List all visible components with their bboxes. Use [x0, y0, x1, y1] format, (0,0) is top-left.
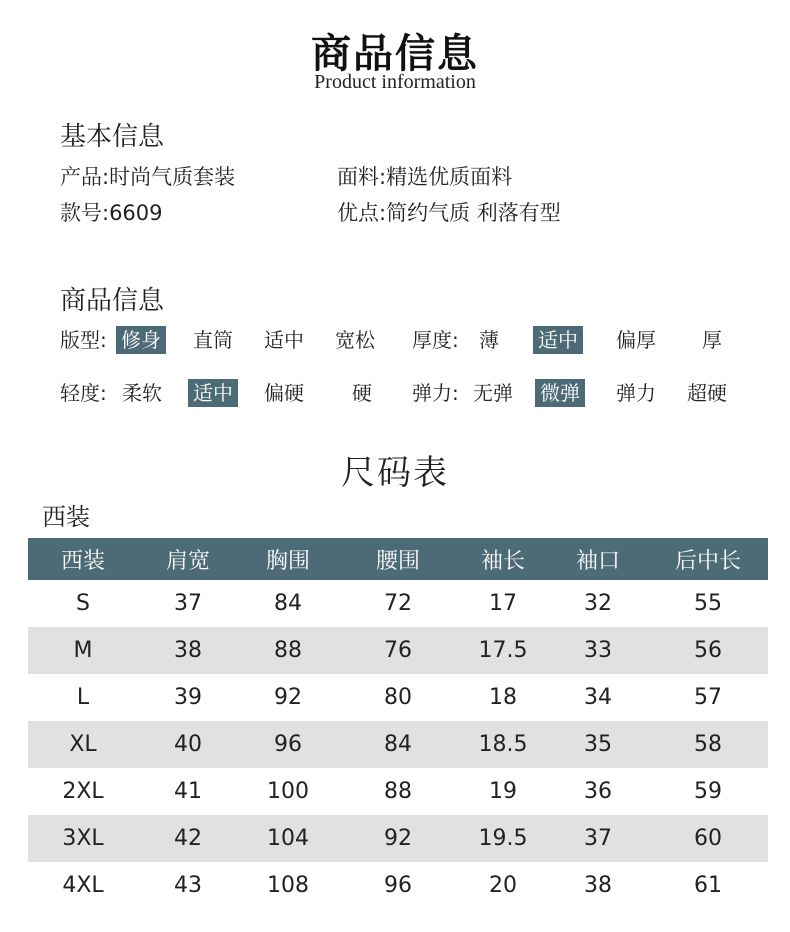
elastic-option: 无弹 [473, 381, 513, 405]
thickness-label: 厚度: [412, 328, 459, 352]
fit-option-selected: 修身 [116, 326, 166, 354]
table-cell: L [76, 685, 90, 710]
table-cell: 76 [338, 627, 458, 674]
table-row [28, 862, 768, 909]
softness-label: 轻度: [60, 381, 107, 405]
table-cell: 96 [238, 721, 338, 768]
column-header: 袖长 [458, 538, 548, 580]
fit-option: 宽松 [335, 328, 375, 352]
size-table [28, 538, 768, 909]
table-cell: 80 [384, 685, 412, 710]
table-cell: 17 [489, 591, 517, 616]
table-cell: 17.5 [458, 627, 548, 674]
page-subtitle: Product information [314, 71, 476, 93]
table-row [28, 674, 768, 721]
fabric-info: 面料:精选优质面料 [337, 165, 513, 189]
table-cell: 37 [548, 815, 648, 862]
basic-info-heading: 基本信息 [60, 122, 165, 152]
column-header: 肩宽 [138, 538, 238, 580]
elastic-option: 弹力 [616, 381, 656, 405]
table-cell: 38 [584, 873, 612, 898]
table-cell: 104 [238, 815, 338, 862]
softness-option: 偏硬 [264, 381, 304, 405]
table-cell: 42 [138, 815, 238, 862]
thickness-option-selected: 适中 [533, 326, 583, 354]
column-header: 后中长 [648, 538, 768, 580]
table-cell: 4XL [62, 873, 104, 898]
table-cell: 32 [584, 591, 612, 616]
table-cell: 41 [174, 779, 202, 804]
table-cell: 59 [694, 779, 722, 804]
thickness-option: 厚 [702, 328, 722, 352]
table-cell: 84 [274, 591, 302, 616]
table-cell: 43 [174, 873, 202, 898]
column-header: 西装 [28, 538, 138, 580]
table-cell: 37 [174, 591, 202, 616]
size-chart-title: 尺码表 [341, 453, 449, 493]
table-cell: 18 [489, 685, 517, 710]
product-name: 产品:时尚气质套装 [60, 165, 236, 189]
table-row [28, 721, 768, 768]
advantage-info: 优点:简约气质 利落有型 [337, 201, 561, 225]
fit-option: 适中 [264, 328, 304, 352]
page-title: 商品信息 [311, 30, 479, 77]
table-cell: 88 [384, 779, 412, 804]
table-cell: 34 [584, 685, 612, 710]
table-cell: 100 [267, 779, 309, 804]
softness-option-selected: 适中 [188, 379, 238, 407]
table-cell: 35 [548, 721, 648, 768]
thickness-option: 薄 [479, 328, 499, 352]
elastic-label: 弹力: [412, 381, 459, 405]
elastic-option-selected: 微弹 [535, 379, 585, 407]
table-cell: 84 [338, 721, 458, 768]
table-cell: 57 [694, 685, 722, 710]
table-cell: 108 [267, 873, 309, 898]
table-cell: 33 [548, 627, 648, 674]
table-cell: 2XL [62, 779, 104, 804]
table-row [28, 815, 768, 862]
table-cell: XL [28, 721, 138, 768]
table-row [28, 768, 768, 815]
table-row [28, 580, 768, 627]
table-cell: 72 [384, 591, 412, 616]
softness-option: 柔软 [122, 381, 162, 405]
table-cell: 3XL [28, 815, 138, 862]
table-cell: 60 [648, 815, 768, 862]
size-chart-category: 西装 [42, 503, 90, 531]
table-cell: 19 [489, 779, 517, 804]
table-cell: 88 [238, 627, 338, 674]
table-cell: 58 [648, 721, 768, 768]
softness-option: 硬 [352, 381, 372, 405]
table-cell: 38 [138, 627, 238, 674]
table-cell: 92 [338, 815, 458, 862]
table-row [28, 627, 768, 674]
fit-label: 版型: [60, 328, 107, 352]
style-number: 款号:6609 [60, 201, 163, 225]
thickness-option: 偏厚 [616, 328, 656, 352]
table-cell: 20 [489, 873, 517, 898]
table-cell: 39 [174, 685, 202, 710]
table-cell: 96 [384, 873, 412, 898]
table-cell: M [28, 627, 138, 674]
column-header: 腰围 [338, 538, 458, 580]
table-cell: 61 [694, 873, 722, 898]
column-header: 胸围 [238, 538, 338, 580]
table-cell: 55 [694, 591, 722, 616]
attributes-heading: 商品信息 [60, 286, 165, 316]
table-cell: 36 [584, 779, 612, 804]
table-cell: 40 [138, 721, 238, 768]
table-cell: 56 [648, 627, 768, 674]
table-cell: 92 [274, 685, 302, 710]
table-cell: 18.5 [458, 721, 548, 768]
size-table-header [28, 538, 768, 580]
fit-option: 直筒 [193, 328, 233, 352]
table-cell: S [76, 591, 90, 616]
elastic-option: 超硬 [687, 381, 727, 405]
column-header: 袖口 [548, 538, 648, 580]
table-cell: 19.5 [458, 815, 548, 862]
